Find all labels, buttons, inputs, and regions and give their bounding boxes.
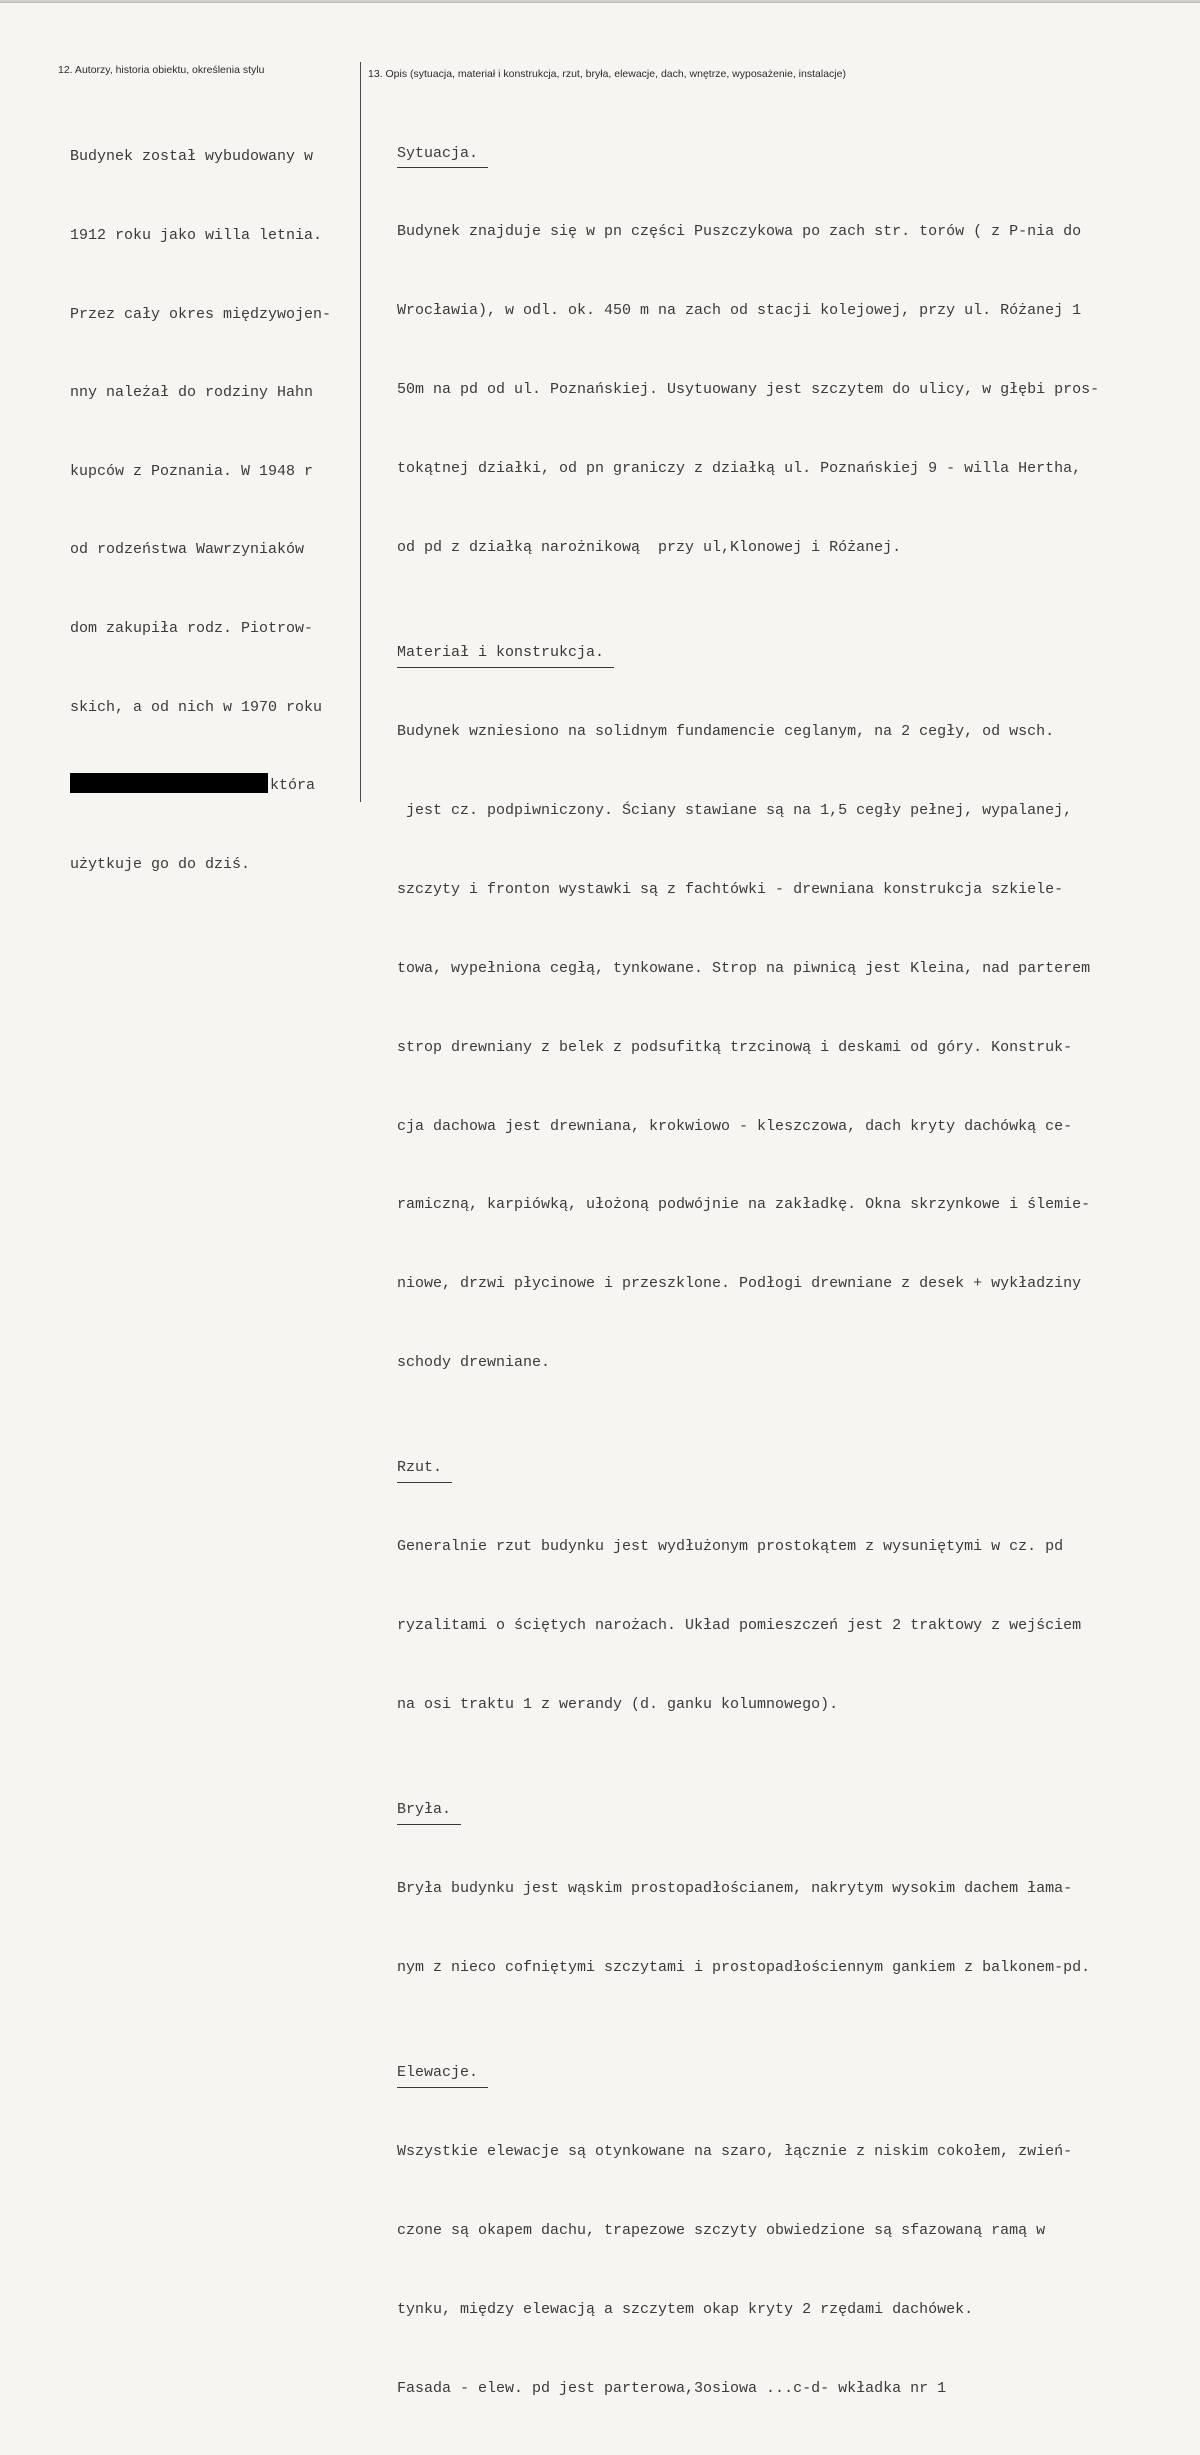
- field-12-line: dom zakupiła rodz. Piotrow-: [70, 619, 314, 637]
- body-line: niowe, drzwi płycinowe i przeszklone. Podłogi drewniane z desek + wykładziny: [397, 1275, 1082, 1293]
- field-12-line: 1912 roku jako willa letnia.: [70, 227, 323, 244]
- body-line: nym z nieco cofniętymi szczytami i prostopadłościennym gankiem z balkonem-pd.: [397, 1959, 1091, 1977]
- section-heading-elewacje: [397, 2060, 1099, 2086]
- body-line: Budynek wzniesiono na solidnym fundamencie ceglanym, na 2 cegły, od wsch.: [397, 723, 1055, 741]
- body-line: 50m na pd od ul. Poznańskiej. Usytuowany jest szczytem do ulicy, w głębi pros-: [397, 381, 1100, 399]
- field-12-line: skich, a od nich w 1970 roku: [70, 698, 323, 716]
- field-12-line: od rodzeństwa Wawrzyniaków: [70, 541, 305, 559]
- body-line: Wrocławia), w odl. ok. 450 m na zach od stacji kolejowej, przy ul. Różanej 1: [397, 302, 1082, 320]
- body-line: jest cz. podpiwniczony. Ściany stawiane są na 1,5 cegły pełnej, wypalanej,: [397, 802, 1073, 820]
- redaction-bar: [70, 773, 268, 793]
- field-13-text: [397, 88, 1099, 2455]
- section-heading-bryla: [397, 1797, 1099, 1823]
- body-line: ramiczną, karpiówką, ułożoną podwójnie na zakładkę. Okna skrzynkowe i ślemie-: [397, 1196, 1091, 1214]
- body-line: Wszystkie elewacje są otynkowane na szaro, łącznie z niskim cokołem, zwień-: [397, 2143, 1073, 2161]
- body-line: od pd z działką narożnikową przy ul,Klonowej i Różanej.: [397, 539, 902, 557]
- field-12-line: Budynek został wybudowany w: [70, 148, 314, 166]
- body-line: ryzalitami o ściętych narożach. Układ pomieszczeń jest 2 traktowy z wejściem: [397, 1617, 1082, 1635]
- heading-text: Elewacje.: [397, 2060, 488, 2087]
- heading-text: Sytuacja.: [397, 141, 488, 168]
- field-12-line: która: [270, 777, 316, 795]
- heading-text: Rzut.: [397, 1455, 452, 1482]
- body-line: szczyty i fronton wystawki są z fachtówki - drewniana konstrukcja szkiele-: [397, 880, 1064, 898]
- column-divider: [360, 62, 361, 802]
- section-heading-material: [397, 640, 1099, 666]
- heading-text: Bryła.: [397, 1797, 461, 1824]
- body-line: cja dachowa jest drewniana, krokwiowo - kleszczowa, dach kryty dachówką ce-: [397, 1117, 1073, 1135]
- field-12-line: nny należał do rodziny Hahn: [70, 384, 314, 402]
- field-12-redacted-line: [70, 773, 331, 799]
- body-line: Bryła budynku jest wąskim prostopadłościanem, nakrytym wysokim dachem łama-: [397, 1880, 1073, 1898]
- field-12-text: [70, 92, 331, 930]
- body-line: Fasada - elew. pd jest parterowa,3osiowa ...c-d- wkładka nr 1: [397, 2379, 947, 2397]
- section-heading-sytuacja: [397, 141, 1099, 167]
- field-13-header: 13. Opis (sytuacja, materiał i konstrukcja, rzut, bryła, elewacje, dach, wnętrze, wyposażenie, instalacje): [368, 68, 846, 80]
- field-12-header: 12. Autorzy, historia obiektu, określenia stylu: [58, 64, 265, 76]
- field-12-line: Przez cały okres międzywojen-: [70, 305, 332, 323]
- body-line: schody drewniane.: [397, 1354, 551, 1372]
- section-heading-rzut: [397, 1455, 1099, 1481]
- field-12-line: kupców z Poznania. W 1948 r: [70, 462, 314, 480]
- body-line: tynku, między elewacją a szczytem okap kryty 2 rzędami dachówek.: [397, 2300, 974, 2318]
- body-line: czone są okapem dachu, trapezowe szczyty obwiedzione są sfazowaną ramą w: [397, 2222, 1046, 2240]
- body-line: Budynek znajduje się w pn części Puszczykowa po zach str. torów ( z P-nia do: [397, 223, 1082, 241]
- body-line: Generalnie rzut budynku jest wydłużonym prostokątem z wysuniętymi w cz. pd: [397, 1538, 1064, 1556]
- body-line: tokątnej działki, od pn graniczy z działką ul. Poznańskiej 9 - willa Hertha,: [397, 460, 1082, 478]
- heading-text: Materiał i konstrukcja.: [397, 640, 614, 667]
- body-line: strop drewniany z belek z podsufitką trzcinową i deskami od góry. Konstruk-: [397, 1038, 1073, 1056]
- field-12-line: użytkuje go do dziś.: [70, 855, 251, 873]
- body-line: na osi traktu 1 z werandy (d. ganku kolumnowego).: [397, 1696, 839, 1714]
- card-top-edge: [0, 2, 1200, 3]
- body-line: towa, wypełniona cegłą, tynkowane. Strop na piwnicą jest Kleina, nad parterem: [397, 959, 1091, 977]
